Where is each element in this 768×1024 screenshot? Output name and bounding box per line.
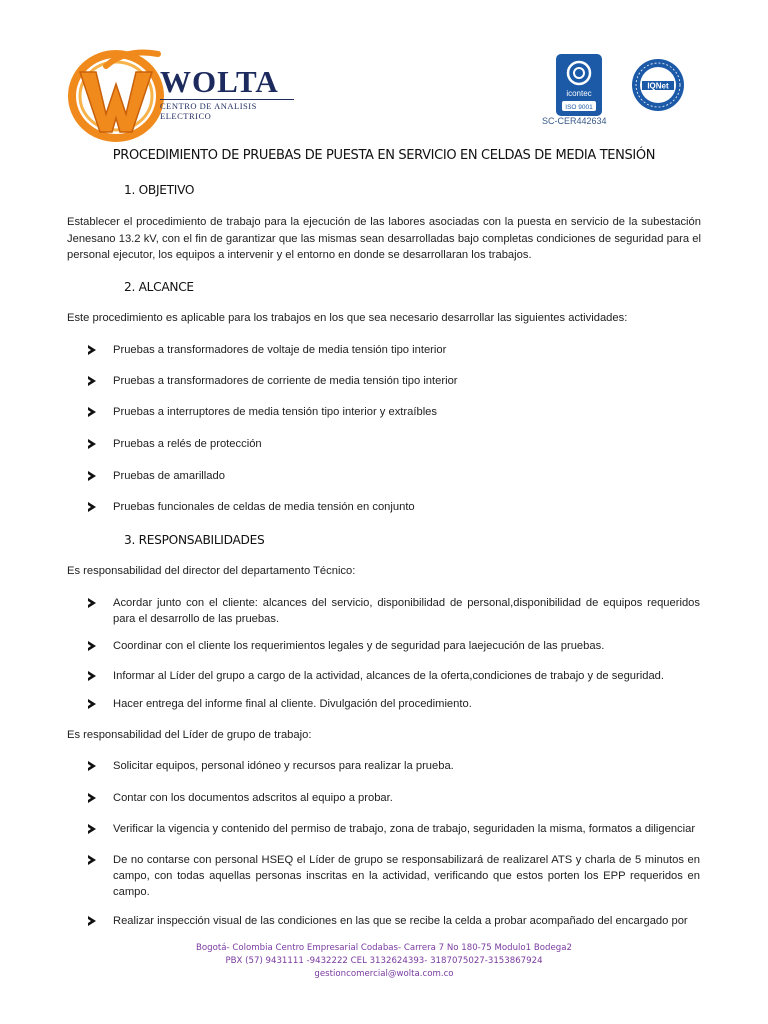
list-item-text: Solicitar equipos, personal idóneo y recursos para realizar la prueba. bbox=[113, 760, 454, 772]
list-item bbox=[88, 595, 700, 627]
list-item bbox=[88, 852, 700, 900]
footer-email[interactable]: gestioncomercial@wolta.com.co bbox=[314, 969, 454, 979]
objetivo-text: Establecer el procedimiento de trabajo para la ejecución de las labores asociadas con la puesta en servicio de la subestación Jenesano 13.2 kV, con el fin de garantizar que las mismas sean desarrolladas bajo completas condiciones de seguridad para el personal ejecutor, los equipos a intervenir y el entorno en donde se desarrollaran los trabajos. bbox=[67, 216, 701, 261]
list-item bbox=[88, 638, 700, 654]
cert-code: SC-CER442634 bbox=[542, 116, 607, 126]
lider-intro: Es responsabilidad del Líder de grupo de trabajo: bbox=[67, 729, 312, 741]
list-item bbox=[88, 468, 700, 484]
brand-name: WOLTA bbox=[160, 64, 279, 99]
list-item bbox=[88, 668, 700, 684]
list-item-text: Pruebas a interruptores de media tensión tipo interior y extraíbles bbox=[113, 406, 437, 418]
list-item bbox=[88, 436, 700, 452]
page-footer bbox=[0, 942, 768, 981]
iqnet-seal-icon bbox=[631, 58, 685, 112]
arrow-bullet-icon bbox=[88, 502, 96, 512]
list-item-text: Pruebas de amarillado bbox=[113, 470, 225, 482]
arrow-bullet-icon bbox=[88, 598, 96, 608]
arrow-bullet-icon bbox=[88, 641, 96, 651]
arrow-bullet-icon bbox=[88, 471, 96, 481]
arrow-bullet-icon bbox=[88, 699, 96, 709]
wolta-w-logo-icon bbox=[66, 44, 166, 144]
cert1-bottom-text: ISO 9001 bbox=[565, 104, 593, 111]
list-item-text: Coordinar con el cliente los requerimientos legales y de seguridad para laejecución de las pruebas. bbox=[113, 640, 605, 652]
footer-phones: PBX (57) 9431111 -9432222 CEL 3132624393- 3187075027-3153867924 bbox=[225, 956, 543, 966]
cert2-text: IQNet bbox=[647, 81, 669, 91]
arrow-bullet-icon bbox=[88, 345, 96, 355]
list-item bbox=[88, 790, 700, 806]
arrow-bullet-icon bbox=[88, 439, 96, 449]
alcance-intro: Este procedimiento es aplicable para los trabajos en los que sea necesario desarrollar las siguientes actividades: bbox=[67, 312, 628, 324]
list-item-text: Pruebas funcionales de celdas de media tensión en conjunto bbox=[113, 501, 415, 513]
list-item bbox=[88, 373, 700, 389]
list-item bbox=[88, 696, 700, 712]
list-item-text: Verificar la vigencia y contenido del permiso de trabajo, zona de trabajo, seguridaden la misma, formatos a diligenciar bbox=[113, 823, 696, 835]
list-item-text: Pruebas a relés de protección bbox=[113, 438, 262, 450]
arrow-bullet-icon bbox=[88, 793, 96, 803]
icontec-iso-9001-icon bbox=[556, 54, 602, 116]
arrow-bullet-icon bbox=[88, 824, 96, 834]
list-item-text: Informar al Líder del grupo a cargo de la actividad, alcances de la oferta,condiciones de trabajo y de seguridad. bbox=[113, 670, 665, 682]
section-heading-objetivo: 1. OBJETIVO bbox=[124, 183, 195, 197]
list-item-text: Pruebas a transformadores de corriente de media tensión tipo interior bbox=[113, 375, 458, 387]
cert1-top-text: icontec bbox=[566, 89, 592, 98]
list-item-text: Contar con los documentos adscritos al equipo a probar. bbox=[113, 792, 393, 804]
list-item bbox=[88, 404, 700, 420]
list-item-text: Hacer entrega del informe final al cliente. Divulgación del procedimiento. bbox=[113, 698, 472, 710]
icontec-cert-badge bbox=[556, 54, 602, 116]
list-item-text: De no contarse con personal HSEQ el Líder de grupo se responsabilizará de realizarel ATS y charla de 5 minutos en campo, con todas aquellas personas inscritas en la actividad, verificando que estos porten los EPP requeridos en campo. bbox=[113, 854, 700, 898]
list-item bbox=[88, 913, 700, 929]
arrow-bullet-icon bbox=[88, 376, 96, 386]
list-item bbox=[88, 342, 700, 358]
section-heading-responsabilidades: 3. RESPONSABILIDADES bbox=[124, 533, 265, 547]
arrow-bullet-icon bbox=[88, 916, 96, 926]
arrow-bullet-icon bbox=[88, 761, 96, 771]
list-item bbox=[88, 821, 700, 837]
iqnet-cert-badge bbox=[631, 58, 685, 112]
document-title: PROCEDIMIENTO DE PRUEBAS DE PUESTA EN SERVICIO EN CELDAS DE MEDIA TENSIÓN bbox=[112, 148, 656, 163]
list-item bbox=[88, 499, 700, 515]
arrow-bullet-icon bbox=[88, 671, 96, 681]
list-item bbox=[88, 758, 700, 774]
brand-subtitle: CENTRO DE ANALISIS ELECTRICO bbox=[160, 99, 294, 121]
list-item-text: Realizar inspección visual de las condiciones en las que se recibe la celda a probar acompañado del encargado por bbox=[113, 915, 688, 927]
arrow-bullet-icon bbox=[88, 407, 96, 417]
arrow-bullet-icon bbox=[88, 855, 96, 865]
section-heading-alcance: 2. ALCANCE bbox=[124, 280, 194, 294]
footer-address: Bogotá- Colombia Centro Empresarial Codabas- Carrera 7 No 180-75 Modulo1 Bodega2 bbox=[196, 943, 572, 953]
list-item-text: Pruebas a transformadores de voltaje de media tensión tipo interior bbox=[113, 344, 447, 356]
director-intro: Es responsabilidad del director del departamento Técnico: bbox=[67, 565, 356, 577]
list-item-text: Acordar junto con el cliente: alcances del servicio, disponibilidad de personal,disponibilidad de equipos requeridos para el desarrollo de las pruebas. bbox=[113, 597, 700, 625]
